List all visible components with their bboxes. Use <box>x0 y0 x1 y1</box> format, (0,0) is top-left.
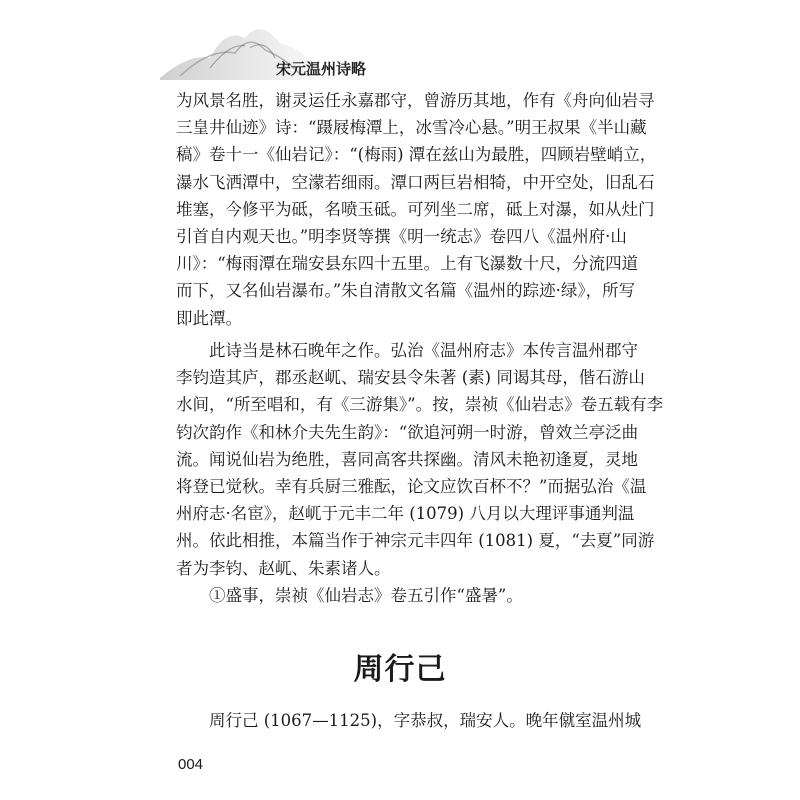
footnote: ①盛事，崇祯《仙岩志》卷五引作“盛暑”。 <box>176 585 523 605</box>
text-line: 引首自内观天也。”明李贤等撰《明一统志》卷四八《温州府·山 <box>176 226 627 246</box>
text-line: 李钧造其庐，郡丞赵屼、瑞安县令朱著 (素) 同谒其母，偕石游山 <box>176 368 645 388</box>
page-number: 004 <box>178 756 204 773</box>
text-line: 瀑水飞洒潭中，空濛若细雨。潭口两巨岩相犄，中开空处，旧乱石 <box>176 172 655 192</box>
text-line: 而下，又名仙岩瀑布。”朱自清散文名篇《温州的踪迹·绿》，所写 <box>176 281 636 301</box>
text-line: 州。依此相推，本篇当作于神宗元丰四年 (1081) 夏，“去夏”同游 <box>176 531 655 551</box>
text-line: 堆塞，今修平为砥，名喷玉砥。可列坐二席，砥上对瀑，如从灶门 <box>176 199 655 219</box>
text-line: 即此潭。 <box>176 308 242 328</box>
text-line: 将登已觉秋。幸有兵厨三雅酝，论文应饮百杯不？”而据弘治《温 <box>176 476 647 496</box>
section-title: 周行己 <box>353 652 447 687</box>
text-line: 州府志·名宦》，赵屼于元丰二年 (1079) 八月以大理评事通判温 <box>176 504 635 524</box>
text-line: 水间，“所至唱和，有《三游集》”。按，崇祯《仙岩志》卷五载有李 <box>176 395 664 415</box>
body-paragraph-2 <box>176 337 664 609</box>
text-line: 钧次韵作《和林介夫先生韵》：“欲追河朔一时游，曾效兰亭泛曲 <box>176 422 639 442</box>
text-line: 稿》卷十一《仙岩记》：“(梅雨) 潭在兹山为最胜，四顾岩壁峭立， <box>176 145 657 165</box>
text-line: 此诗当是林石晚年之作。弘治《温州府志》本传言温州郡守 <box>176 341 638 360</box>
running-header-title: 宋元温州诗略 <box>276 60 367 78</box>
text-line: 者为李钧、赵屼、朱素诸人。 <box>176 558 391 578</box>
text-line: 川》：“梅雨潭在瑞安县东四十五里。上有飞瀑数十尺，分流四道 <box>176 254 639 274</box>
text-line: 三皇井仙迹》诗：“蹑屐梅潭上，冰雪冷心悬。”明王叔果《半山藏 <box>176 118 647 138</box>
text-line: 流。闻说仙岩为绝胜，喜同高客共探幽。清风未艳初逢夏，灵地 <box>176 449 638 469</box>
body-paragraph-1 <box>176 87 657 332</box>
text-line: 周行己 (1067—1125)，字恭叔，瑞安人。晚年僦室温州城 <box>176 711 642 730</box>
section-intro <box>176 707 642 734</box>
text-line: 为风景名胜，谢灵运任永嘉郡守，曾游历其地，作有《舟向仙岩寻 <box>176 91 655 110</box>
